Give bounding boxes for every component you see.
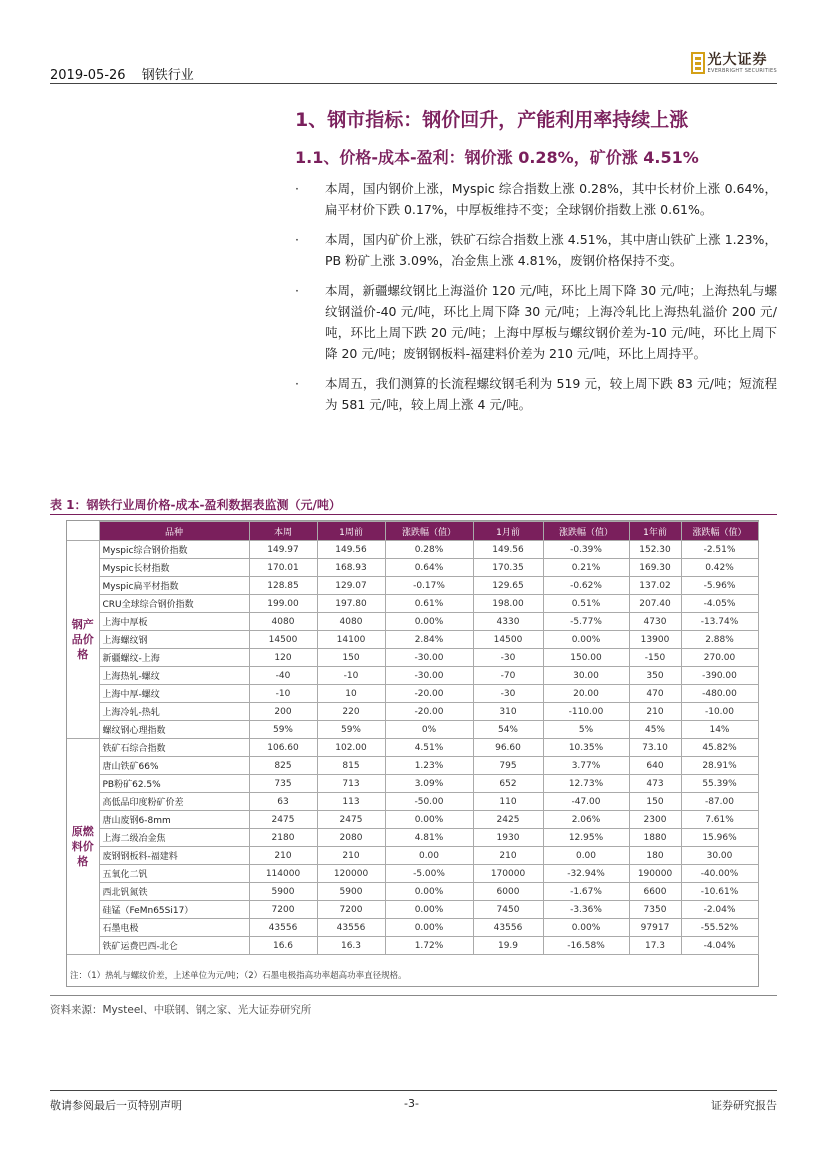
table-cell: 210 xyxy=(473,847,543,865)
table-cell: 63 xyxy=(249,793,317,811)
table-cell: 0.00 xyxy=(543,847,629,865)
table-row xyxy=(67,847,758,865)
table-cell: -150 xyxy=(629,649,681,667)
table-cell: 20.00 xyxy=(543,685,629,703)
table-cell: 1.23% xyxy=(385,757,473,775)
table-row xyxy=(67,649,758,667)
row-label: Myspic综合钢价指数 xyxy=(99,541,249,559)
table-cell: 43556 xyxy=(249,919,317,937)
header-divider xyxy=(50,83,777,84)
table-cell: 5900 xyxy=(317,883,385,901)
table-cell: 16.6 xyxy=(249,937,317,955)
table-cell: -5.96% xyxy=(681,577,758,595)
table-cell: 17.3 xyxy=(629,937,681,955)
table-cell: 180 xyxy=(629,847,681,865)
row-label: 上海冷轧-热轧 xyxy=(99,703,249,721)
table-title-rule xyxy=(50,514,777,515)
table-cell: 6600 xyxy=(629,883,681,901)
table-cell: 2300 xyxy=(629,811,681,829)
table-row xyxy=(67,937,758,955)
table-cell: 1930 xyxy=(473,829,543,847)
table-cell: 45.82% xyxy=(681,739,758,757)
table-cell: 2475 xyxy=(249,811,317,829)
table-row xyxy=(67,865,758,883)
table-cell: -0.62% xyxy=(543,577,629,595)
table-cell: 113 xyxy=(317,793,385,811)
header-left xyxy=(50,64,206,83)
table-cell: 149.97 xyxy=(249,541,317,559)
row-label: 上海中厚-螺纹 xyxy=(99,685,249,703)
bullet-dot-icon: · xyxy=(295,283,299,298)
data-source: 资料来源：Mysteel、中联钢、钢之家、光大证券研究所 xyxy=(50,1004,312,1016)
footer-divider xyxy=(50,1090,777,1091)
table-cell: 2.06% xyxy=(543,811,629,829)
table-cell: 169.30 xyxy=(629,559,681,577)
group-label-raw: 原燃料价格 xyxy=(67,739,99,955)
table-row xyxy=(67,883,758,901)
table-row xyxy=(67,721,758,739)
table-cell: 128.85 xyxy=(249,577,317,595)
group-label-steel: 钢产品价格 xyxy=(67,541,99,739)
table-cell: 14% xyxy=(681,721,758,739)
logo-mark-icon xyxy=(691,52,705,74)
table-cell: 7.61% xyxy=(681,811,758,829)
row-label: 上海螺纹钢 xyxy=(99,631,249,649)
table-cell: 14500 xyxy=(473,631,543,649)
table-cell: 149.56 xyxy=(473,541,543,559)
table-cell: -87.00 xyxy=(681,793,758,811)
table-row xyxy=(67,919,758,937)
table-row xyxy=(67,775,758,793)
table-cell: 43556 xyxy=(317,919,385,937)
table-row xyxy=(67,613,758,631)
table-cell: 735 xyxy=(249,775,317,793)
table-cell: 197.80 xyxy=(317,595,385,613)
table-cell: 473 xyxy=(629,775,681,793)
subsection-heading: 1.1、价格-成本-盈利：钢价涨 0.28%，矿价涨 4.51% xyxy=(295,148,699,167)
table-cell: 120 xyxy=(249,649,317,667)
table-cell: 55.39% xyxy=(681,775,758,793)
company-logo xyxy=(691,52,777,74)
table-cell: 168.93 xyxy=(317,559,385,577)
table-cell: 30.00 xyxy=(681,847,758,865)
table-cell: 4330 xyxy=(473,613,543,631)
row-label: 上海二级冶金焦 xyxy=(99,829,249,847)
row-label: CRU全球综合钢价指数 xyxy=(99,595,249,613)
table-cell: 14100 xyxy=(317,631,385,649)
col-header: 1年前 xyxy=(629,522,681,541)
table-cell: 2425 xyxy=(473,811,543,829)
table-cell: -10.00 xyxy=(681,703,758,721)
table-header-row xyxy=(67,522,758,541)
table-cell: 150 xyxy=(629,793,681,811)
table-cell: 652 xyxy=(473,775,543,793)
table-cell: -10 xyxy=(249,685,317,703)
table-cell: -55.52% xyxy=(681,919,758,937)
table-cell: 170000 xyxy=(473,865,543,883)
table-cell: 1880 xyxy=(629,829,681,847)
table-cell: 96.60 xyxy=(473,739,543,757)
table-cell: 137.02 xyxy=(629,577,681,595)
table-cell: -2.51% xyxy=(681,541,758,559)
col-header: 品种 xyxy=(99,522,249,541)
row-label: 西北钒氮铁 xyxy=(99,883,249,901)
table-cell: 210 xyxy=(249,847,317,865)
col-header: 1周前 xyxy=(317,522,385,541)
bullet-dot-icon: · xyxy=(295,232,299,247)
disclaimer-note: 敬请参阅最后一页特别声明 xyxy=(50,1099,182,1112)
table-cell: 4.51% xyxy=(385,739,473,757)
table-cell: 2.88% xyxy=(681,631,758,649)
table-cell: 2475 xyxy=(317,811,385,829)
table-cell: 825 xyxy=(249,757,317,775)
table-cell: -13.74% xyxy=(681,613,758,631)
col-header: 涨跌幅（值） xyxy=(543,522,629,541)
table-title: 表 1：钢铁行业周价格-成本-盈利数据表监测（元/吨） xyxy=(50,498,341,512)
table-cell: 114000 xyxy=(249,865,317,883)
bullet-dot-icon: · xyxy=(295,376,299,391)
row-label: 废钢钢板料-福建料 xyxy=(99,847,249,865)
source-divider xyxy=(50,995,777,996)
bullet-item xyxy=(295,373,777,415)
table-row xyxy=(67,541,758,559)
table-cell: 2.84% xyxy=(385,631,473,649)
table-cell: -10.61% xyxy=(681,883,758,901)
row-label: Myspic长材指数 xyxy=(99,559,249,577)
row-label: 五氧化二钒 xyxy=(99,865,249,883)
table-cell: -30 xyxy=(473,649,543,667)
logo-text-cn: 光大证券 xyxy=(707,51,768,68)
table-cell: -16.58% xyxy=(543,937,629,955)
table-cell: 0.00% xyxy=(543,919,629,937)
table-cell: 210 xyxy=(629,703,681,721)
table-cell: 470 xyxy=(629,685,681,703)
table-row xyxy=(67,793,758,811)
report-date: 2019-05-26 xyxy=(50,68,126,83)
row-label: 铁矿运费巴西-北仑 xyxy=(99,937,249,955)
table-cell: 795 xyxy=(473,757,543,775)
table-cell: 150 xyxy=(317,649,385,667)
logo-text-en: EVERBRIGHT SECURITIES xyxy=(707,67,777,74)
table-cell: -70 xyxy=(473,667,543,685)
table-cell: 0% xyxy=(385,721,473,739)
table-cell: 152.30 xyxy=(629,541,681,559)
table-cell: -50.00 xyxy=(385,793,473,811)
table-row xyxy=(67,757,758,775)
table-cell: 97917 xyxy=(629,919,681,937)
table-note: 注：（1）热轧与螺纹价差，上述单位为元/吨；（2）石墨电极指高功率超高功率直径规格。 xyxy=(70,971,407,981)
table-cell: -32.94% xyxy=(543,865,629,883)
table-cell: 5% xyxy=(543,721,629,739)
table-cell: 0.21% xyxy=(543,559,629,577)
table-cell: -4.04% xyxy=(681,937,758,955)
row-label: 新疆螺纹-上海 xyxy=(99,649,249,667)
table-cell: 102.00 xyxy=(317,739,385,757)
table-cell: 4730 xyxy=(629,613,681,631)
table-cell: 270.00 xyxy=(681,649,758,667)
table-cell: 815 xyxy=(317,757,385,775)
table-row xyxy=(67,559,758,577)
table-cell: 12.73% xyxy=(543,775,629,793)
table-cell: 0.00 xyxy=(385,847,473,865)
table-cell: 10.35% xyxy=(543,739,629,757)
table-cell: -480.00 xyxy=(681,685,758,703)
table-cell: -40 xyxy=(249,667,317,685)
table-cell: 4080 xyxy=(249,613,317,631)
table-cell: 6000 xyxy=(473,883,543,901)
row-label: 上海热轧-螺纹 xyxy=(99,667,249,685)
table-cell: 30.00 xyxy=(543,667,629,685)
table-cell: 4080 xyxy=(317,613,385,631)
page-number: -3- xyxy=(404,1097,419,1110)
table-row xyxy=(67,739,758,757)
table-cell: -4.05% xyxy=(681,595,758,613)
table-row xyxy=(67,703,758,721)
col-header: 涨跌幅（值） xyxy=(385,522,473,541)
table-cell: 7350 xyxy=(629,901,681,919)
table-cell: 0.00% xyxy=(385,811,473,829)
bullet-text: 本周，新疆螺纹钢比上海溢价 120 元/吨，环比上周下降 30 元/吨；上海热轧与螺纹钢溢价-40 元/吨，环比上周下降 30 元/吨；上海冷轧比上海热轧溢价 200 元/吨，环比上周下跌 20 元/吨；上海中厚板与螺纹钢价差为-10 元/吨，环比上周下降 20 元/吨；废钢钢板料-福建料价差为 210 元/吨，环比上周持平。 xyxy=(325,283,777,361)
table-cell: 15.96% xyxy=(681,829,758,847)
table-cell: -5.00% xyxy=(385,865,473,883)
row-label: 唐山铁矿66% xyxy=(99,757,249,775)
table-cell: 170.35 xyxy=(473,559,543,577)
table-cell: 106.60 xyxy=(249,739,317,757)
bullet-list xyxy=(295,178,777,424)
table-cell: 12.95% xyxy=(543,829,629,847)
table-cell: 640 xyxy=(629,757,681,775)
table-cell: 0.64% xyxy=(385,559,473,577)
table-row xyxy=(67,811,758,829)
table-cell: 350 xyxy=(629,667,681,685)
row-label: PB粉矿62.5% xyxy=(99,775,249,793)
table-cell: 210 xyxy=(317,847,385,865)
table-cell: 0.42% xyxy=(681,559,758,577)
row-label: Myspic扁平材指数 xyxy=(99,577,249,595)
table-cell: 220 xyxy=(317,703,385,721)
table-cell: 73.10 xyxy=(629,739,681,757)
table-cell: 129.65 xyxy=(473,577,543,595)
report-type: 证券研究报告 xyxy=(711,1099,777,1112)
table-cell: 129.07 xyxy=(317,577,385,595)
row-label: 高低品印度粉矿价差 xyxy=(99,793,249,811)
table-cell: 43556 xyxy=(473,919,543,937)
table-cell: 190000 xyxy=(629,865,681,883)
bullet-item xyxy=(295,229,777,271)
table-cell: -20.00 xyxy=(385,703,473,721)
table-cell: 149.56 xyxy=(317,541,385,559)
table-row xyxy=(67,685,758,703)
table-cell: -30 xyxy=(473,685,543,703)
table-cell: 310 xyxy=(473,703,543,721)
row-label: 唐山废钢6-8mm xyxy=(99,811,249,829)
table-cell: 3.77% xyxy=(543,757,629,775)
table-cell: -30.00 xyxy=(385,667,473,685)
table-row xyxy=(67,577,758,595)
table-cell: -110.00 xyxy=(543,703,629,721)
table-row xyxy=(67,829,758,847)
table-cell: -30.00 xyxy=(385,649,473,667)
table-cell: 200 xyxy=(249,703,317,721)
table-cell: 0.00% xyxy=(543,631,629,649)
table-cell: 199.00 xyxy=(249,595,317,613)
table-cell: -0.39% xyxy=(543,541,629,559)
group-col-header xyxy=(67,522,99,541)
bullet-item xyxy=(295,178,777,220)
row-label: 硅锰（FeMn65Si17） xyxy=(99,901,249,919)
table-cell: 19.9 xyxy=(473,937,543,955)
table-cell: 10 xyxy=(317,685,385,703)
table-cell: -47.00 xyxy=(543,793,629,811)
table-cell: 170.01 xyxy=(249,559,317,577)
table-cell: 7450 xyxy=(473,901,543,919)
row-label: 铁矿石综合指数 xyxy=(99,739,249,757)
table-cell: -10 xyxy=(317,667,385,685)
table-cell: 0.00% xyxy=(385,901,473,919)
table-row xyxy=(67,667,758,685)
table-cell: 713 xyxy=(317,775,385,793)
table-cell: 54% xyxy=(473,721,543,739)
table-cell: -3.36% xyxy=(543,901,629,919)
table-cell: -20.00 xyxy=(385,685,473,703)
table-cell: 1.72% xyxy=(385,937,473,955)
table-cell: 3.09% xyxy=(385,775,473,793)
row-label: 上海中厚板 xyxy=(99,613,249,631)
col-header: 涨跌幅（值） xyxy=(681,522,758,541)
table-cell: 13900 xyxy=(629,631,681,649)
bullet-text: 本周五，我们测算的长流程螺纹钢毛利为 519 元，较上周下跌 83 元/吨；短流程为 581 元/吨，较上周上涨 4 元/吨。 xyxy=(325,376,777,412)
row-label: 石墨电极 xyxy=(99,919,249,937)
bullet-item xyxy=(295,280,777,364)
table-cell: 5900 xyxy=(249,883,317,901)
table-cell: 7200 xyxy=(317,901,385,919)
col-header: 1月前 xyxy=(473,522,543,541)
bullet-text: 本周，国内钢价上涨，Myspic 综合指数上涨 0.28%，其中长材价上涨 0.64%，扁平材价下跌 0.17%，中厚板维持不变；全球钢价指数上涨 0.61%。 xyxy=(325,181,777,217)
table-cell: 7200 xyxy=(249,901,317,919)
table-cell: 207.40 xyxy=(629,595,681,613)
bullet-dot-icon: · xyxy=(295,181,299,196)
table-cell: 0.00% xyxy=(385,883,473,901)
section-heading: 1、钢市指标：钢价回升，产能利用率持续上涨 xyxy=(295,109,689,131)
table-cell: 198.00 xyxy=(473,595,543,613)
table-row xyxy=(67,901,758,919)
table-cell: -2.04% xyxy=(681,901,758,919)
table-cell: 120000 xyxy=(317,865,385,883)
table-cell: 2180 xyxy=(249,829,317,847)
row-label: 螺纹钢心理指数 xyxy=(99,721,249,739)
table-cell: 14500 xyxy=(249,631,317,649)
table-cell: 59% xyxy=(317,721,385,739)
table-cell: 0.28% xyxy=(385,541,473,559)
col-header: 本周 xyxy=(249,522,317,541)
table-cell: 28.91% xyxy=(681,757,758,775)
table-row xyxy=(67,595,758,613)
table-cell: 0.61% xyxy=(385,595,473,613)
table-cell: 0.00% xyxy=(385,613,473,631)
table-cell: 59% xyxy=(249,721,317,739)
price-cost-table xyxy=(67,521,759,955)
data-table-container xyxy=(66,520,759,987)
table-cell: 4.81% xyxy=(385,829,473,847)
table-cell: 45% xyxy=(629,721,681,739)
bullet-text: 本周，国内矿价上涨，铁矿石综合指数上涨 4.51%，其中唐山铁矿上涨 1.23%，PB 粉矿上涨 3.09%，冶金焦上涨 4.81%，废钢价格保持不变。 xyxy=(325,232,777,268)
table-row xyxy=(67,631,758,649)
table-cell: -390.00 xyxy=(681,667,758,685)
table-cell: 0.51% xyxy=(543,595,629,613)
industry-label: 钢铁行业 xyxy=(141,68,194,83)
page-header xyxy=(50,51,777,84)
table-cell: -1.67% xyxy=(543,883,629,901)
table-cell: 0.00% xyxy=(385,919,473,937)
table-cell: -5.77% xyxy=(543,613,629,631)
table-cell: -40.00% xyxy=(681,865,758,883)
table-cell: -0.17% xyxy=(385,577,473,595)
table-cell: 110 xyxy=(473,793,543,811)
table-cell: 16.3 xyxy=(317,937,385,955)
table-cell: 150.00 xyxy=(543,649,629,667)
table-cell: 2080 xyxy=(317,829,385,847)
